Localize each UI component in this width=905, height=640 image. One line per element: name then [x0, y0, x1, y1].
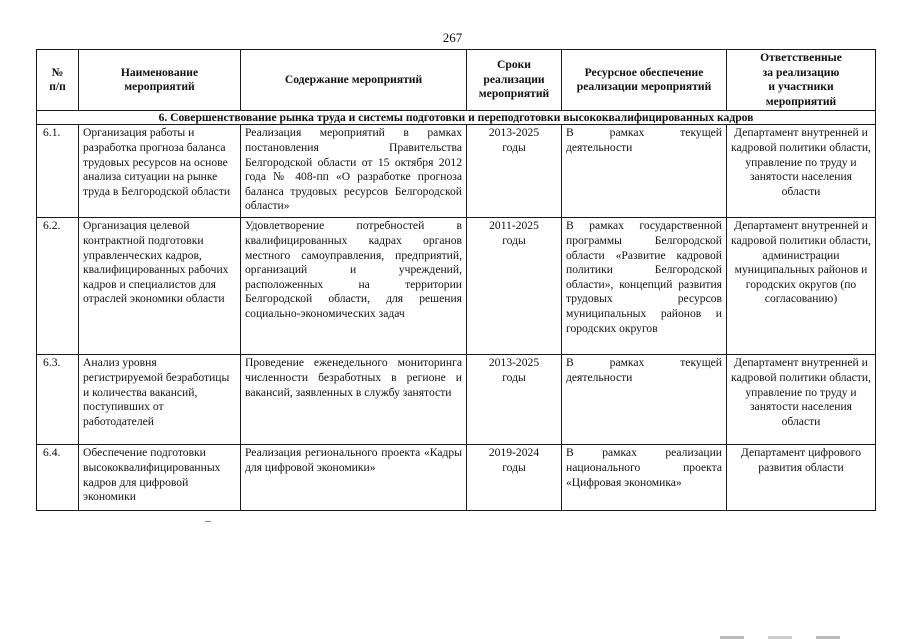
table-header-row [37, 50, 876, 111]
measure-terms: 2011-2025 годы [467, 218, 562, 355]
section-title: 6. Совершенствование рынка труда и системы подготовки и переподготовки высококвалифицированных кадров [37, 111, 876, 125]
measure-content: Реализация мероприятий в рамках постановления Правительства Белгородской области от 15 октября 2012 года № 408-пп «О разработке прогноза баланса трудовых ресурсов Белгородской области» [241, 125, 467, 218]
header-terms: Сроки реализации мероприятий [467, 50, 562, 111]
row-number: 6.1. [37, 125, 79, 218]
header-number: № п/п [37, 50, 79, 111]
measure-responsible: Департамент цифрового развития области [727, 445, 876, 511]
measure-content: Удовлетворение потребностей в квалифицированных кадрах органов местного самоуправления, предприятий, организаций и учреждений, расположенных на территории Белгородской области, для решения социально-экономических задач [241, 218, 467, 355]
header-responsible: Ответственные за реализацию и участники мероприятий [727, 50, 876, 111]
scan-mark [205, 521, 211, 522]
measure-terms: 2013-2025 годы [467, 125, 562, 218]
measure-terms: 2013-2025 годы [467, 355, 562, 445]
measure-responsible: Департамент внутренней и кадровой политики области, администрации муниципальных районов и городских округов (по согласованию) [727, 218, 876, 355]
measure-responsible: Департамент внутренней и кадровой политики области, управление по труду и занятости населения области [727, 125, 876, 218]
measure-content: Проведение еженедельного мониторинга численности безработных в регионе и вакансий, заявленных в службу занятости [241, 355, 467, 445]
measure-resources: В рамках текущей деятельности [562, 125, 727, 218]
table-row [37, 355, 876, 445]
measures-table [36, 49, 876, 511]
page-number: 267 [442, 30, 463, 45]
measure-resources: В рамках реализации национального проекта «Цифровая экономика» [562, 445, 727, 511]
section-row [37, 111, 876, 125]
measure-resources: В рамках текущей деятельности [562, 355, 727, 445]
measure-responsible: Департамент внутренней и кадровой политики области, управление по труду и занятости населения области [727, 355, 876, 445]
header-name: Наименование мероприятий [79, 50, 241, 111]
measure-name: Обеспечение подготовки высококвалифицированных кадров для цифровой экономики [79, 445, 241, 511]
header-resources: Ресурсное обеспечение реализации мероприятий [562, 50, 727, 111]
measure-name: Анализ уровня регистрируемой безработицы и количества вакансий, поступивших от работодателей [79, 355, 241, 445]
header-content: Содержание мероприятий [241, 50, 467, 111]
measure-content: Реализация регионального проекта «Кадры для цифровой экономики» [241, 445, 467, 511]
row-number: 6.4. [37, 445, 79, 511]
table-row [37, 218, 876, 355]
measure-terms: 2019-2024 годы [467, 445, 562, 511]
row-number: 6.2. [37, 218, 79, 355]
row-number: 6.3. [37, 355, 79, 445]
scan-footer-mark [720, 636, 840, 639]
measure-name: Организация целевой контрактной подготовки управленческих кадров, квалифицированных рабочих кадров и специалистов для отраслей экономики области [79, 218, 241, 355]
table-row [37, 125, 876, 218]
measure-name: Организация работы и разработка прогноза баланса трудовых ресурсов на основе анализа ситуации на рынке труда в Белгородской области [79, 125, 241, 218]
table-row [37, 445, 876, 511]
measure-resources: В рамках государственной программы Белгородской области «Развитие кадровой политики Белгородской области», концепций развития трудовых ресурсов муниципальных районов и городских округов [562, 218, 727, 355]
